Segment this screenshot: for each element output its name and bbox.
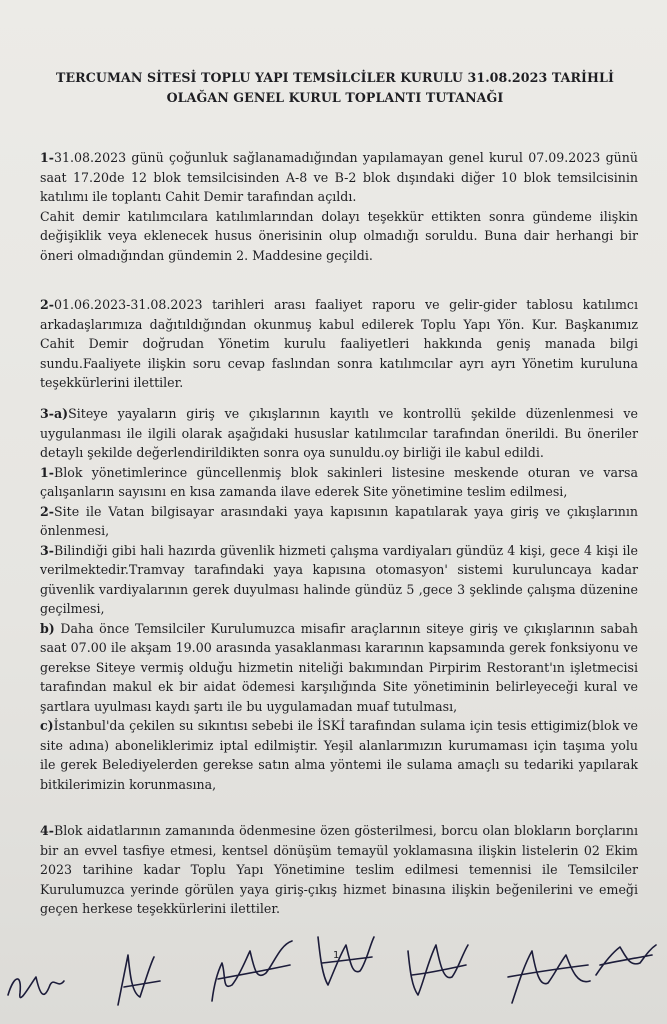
section-4-number: 4- xyxy=(40,823,54,838)
document-title xyxy=(30,68,640,108)
signatures-svg xyxy=(0,915,667,1020)
section-2 xyxy=(40,295,638,393)
section-1-paragraph-1 xyxy=(40,148,638,207)
signature-2 xyxy=(118,955,160,1005)
signature-4 xyxy=(318,937,374,985)
section-3-intro xyxy=(40,404,638,463)
signature-5 xyxy=(408,945,468,995)
section-3-item-2 xyxy=(40,502,638,541)
title-line-2: OLAĞAN GENEL KURUL TOPLANTI TUTANAĞI xyxy=(166,90,504,105)
section-1-text-1: 31.08.2023 günü çoğunluk sağlanamadığından yapılamayan genel kurul 07.09.2023 günü saat 17.20de 12 blok temsilcisinden A-8 ve B-2 blok dışındaki diğer 10 blok temsilcisinin katılımı ile toplantı Cahit Demir tarafından açıldı. xyxy=(40,150,638,204)
section-3-item-1-text: Blok yönetimlerince güncellenmiş blok sakinleri listesine meskende oturan ve varsa çalışanların sayısını en kısa zamanda ilave ederek Site yönetimine teslim edilmesi, xyxy=(40,464,638,499)
section-3 xyxy=(40,404,638,794)
signature-6 xyxy=(508,951,590,1003)
section-2-text: 01.06.2023-31.08.2023 tarihleri arası faaliyet raporu ve gelir-gider tablosu katılımcı arkadaşlarımıza dağıtıldığından okunmuş kabul edilerek Toplu Yapı Yön. Kur. Başkanımız Cahit Demir doğrudan Yönetim kurulu faaliyetleri hakkında geniş manada bilgi sundu.Faaliyete ilişkin soru cevap faslından sonra katılımcılar ayrı ayrı Yönetim kuruluna teşekkürlerini ilettiler. xyxy=(40,297,638,390)
section-3-item-3 xyxy=(40,541,638,619)
section-3-item-1-number: 1- xyxy=(40,464,54,480)
section-3-item-1 xyxy=(40,463,638,502)
section-3-item-b-number: b) xyxy=(40,620,55,636)
section-3-item-2-text: Site ile Vatan bilgisayar arasındaki yaya kapısının kapatılarak yaya giriş ve çıkışlarının önlenmesi, xyxy=(40,503,638,538)
section-2-number: 2- xyxy=(40,297,54,312)
signature-3 xyxy=(212,941,292,1001)
section-3-intro-text: Siteye yayaların giriş ve çıkışlarının kayıtlı ve kontrollü şekilde düzenlenmesi ve uygulanması ile ilgili olarak aşağıdaki hususlar katılımcılar tarafından önerildi. Bu öneriler detaylı şekilde değerlendirildikten sonra oya sunuldu.oy birliği ile kabul edildi. xyxy=(40,406,638,460)
section-3-item-c-text: İstanbul'da çekilen su sıkıntısı sebebi ile İSKİ tarafından sulama için tesis ettigimiz(blok ve site adına) aboneliklerimiz iptal edilmiştir. Yeşil alanlarımızın kurumaması için taşıma yolu ile gerek Belediyelerden gerekse satın alma yöntemi ile sulama amaçlı su tedariki yapılarak bitkilerimizin korunmasına, xyxy=(40,718,638,792)
section-3-item-2-number: 2- xyxy=(40,503,54,519)
section-3-item-3-number: 3- xyxy=(40,542,54,558)
section-4 xyxy=(40,821,638,919)
section-2-paragraph xyxy=(40,295,638,393)
signature-7 xyxy=(596,945,656,975)
section-1-paragraph-2: Cahit demir katılımcılara katılımlarından dolayı teşekkür ettikten sonra gündeme ilişkin değişiklik veya eklenecek husus önerisinin olup olmadığı soruldu. Buna dair herhangi bir öneri olmadığından gündemin 2. Maddesine geçildi. xyxy=(40,208,638,263)
section-1 xyxy=(40,148,638,265)
title-line-1: TERCUMAN SİTESİ TOPLU YAPI TEMSİLCİLER KURULU 31.08.2023 TARİHLİ xyxy=(56,70,614,85)
signatures-area xyxy=(0,915,667,1020)
section-3-item-b-text: Daha önce Temsilciler Kurulumuzca misafir araçlarının siteye giriş ve çıkışlarının sabah saat 07.00 ile akşam 19.00 arasında yasaklanması kararının kapsamında gerek fonksiyonu ve gerekse Siteye vermiş olduğu hizmetin niteliği bakımından Pirpirim Restorant'ın işletmecisi tarafından makul ek bir aidat ödemesi karşılığında Site yönetiminin belirleyeceği kural ve şartlara uyulması kaydı şartı ile bu uygulamadan muaf tutulması, xyxy=(40,620,638,714)
section-3-item-b xyxy=(40,619,638,717)
section-4-paragraph xyxy=(40,821,638,919)
section-3-number: 3-a) xyxy=(40,406,69,421)
page-number: 1 xyxy=(333,950,340,961)
section-3-item-3-text: Bilindiği gibi hali hazırda güvenlik hizmeti çalışma vardiyaları gündüz 4 kişi, gece 4 kişi ile verilmektedir.Tramvay tarafındaki yaya kapısına otomasyon' sistemi kuruluncaya kadar güvenlik vardiyalarının gerek duyulması halinde gündüz 5 ,gece 3 şeklinde çalışma düzenine geçilmesi, xyxy=(40,542,638,616)
section-4-text: Blok aidatlarının zamanında ödenmesine özen gösterilmesi, borcu olan blokların borçlarını bir an evvel tasfiye etmesi, kentsel dönüşüm temayül yoklamasına ilişkin listelerin 02 Ekim 2023 tarihine kadar Toplu Yapı Yönetimine teslim edilmesi temennisi ile Temsilciler Kurulumuzca yerinde görülen yaya giriş-çıkış hizmet binasına ilişkin beğenilerini ve emeği geçen herkese teşekkürlerini ilettiler. xyxy=(40,823,638,916)
section-3-item-c-number: c) xyxy=(40,718,54,733)
section-1-number: 1- xyxy=(40,150,54,165)
signature-1 xyxy=(8,977,64,998)
section-3-item-c xyxy=(40,716,638,794)
